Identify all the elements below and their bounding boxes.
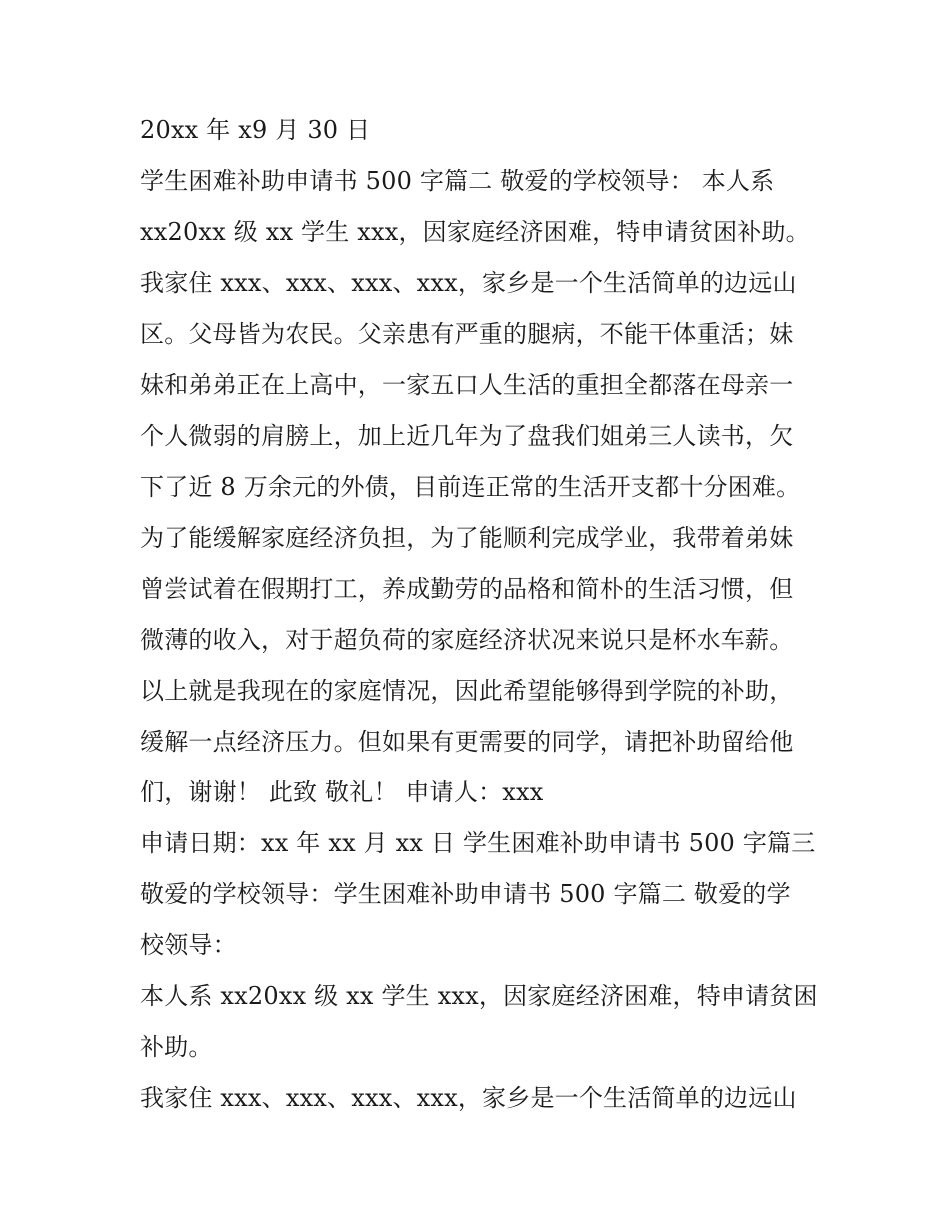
text-line: 们，谢谢！ 此致 敬礼！ 申请人：xxx [140, 778, 544, 806]
text-line: xx20xx 级 xx 学生 xxx，因家庭经济困难，特申请贫困补助。 [140, 218, 810, 246]
text-line: 为了能缓解家庭经济负担，为了能顺利完成学业，我带着弟妹 [140, 524, 794, 552]
text-line: 敬爱的学校领导：学生困难补助申请书 500 字篇二 敬爱的学 [140, 880, 791, 908]
date-line: 20xx 年 x9 月 30 日 [140, 116, 371, 144]
text-line: 个人微弱的肩膀上，加上近几年为了盘我们姐弟三人读书，欠 [140, 422, 794, 450]
text-line: 我家住 xxx、xxx、xxx、xxx，家乡是一个生活简单的边远山 [140, 1084, 797, 1112]
text-line: 妹和弟弟正在上高中，一家五口人生活的重担全都落在母亲一 [140, 371, 794, 399]
text-line: 申请日期：xx 年 xx 月 xx 日 学生困难补助申请书 500 字篇三 [140, 829, 816, 857]
text-line: 本人系 xx20xx 级 xx 学生 xxx，因家庭经济困难，特申请贫困 [140, 982, 818, 1010]
text-line: 校领导： [140, 931, 237, 959]
text-line: 学生困难补助申请书 500 字篇二 敬爱的学校领导： 本人系 [140, 167, 775, 195]
text-line: 下了近 8 万余元的外债，目前连正常的生活开支都十分困难。 [140, 473, 801, 501]
text-line: 曾尝试着在假期打工，养成勤劳的品格和简朴的生活习惯，但 [140, 575, 794, 603]
text-line: 以上就是我现在的家庭情况，因此希望能够得到学院的补助， [140, 677, 794, 705]
text-line: 区。父母皆为农民。父亲患有严重的腿病，不能干体重活；妹 [140, 320, 794, 348]
text-line: 缓解一点经济压力。但如果有更需要的同学，请把补助留给他 [140, 728, 794, 756]
text-line: 微薄的收入，对于超负荷的家庭经济状况来说只是杯水车薪。 [140, 626, 794, 654]
text-line: 我家住 xxx、xxx、xxx、xxx，家乡是一个生活简单的边远山 [140, 269, 797, 297]
text-line: 补助。 [140, 1033, 213, 1061]
